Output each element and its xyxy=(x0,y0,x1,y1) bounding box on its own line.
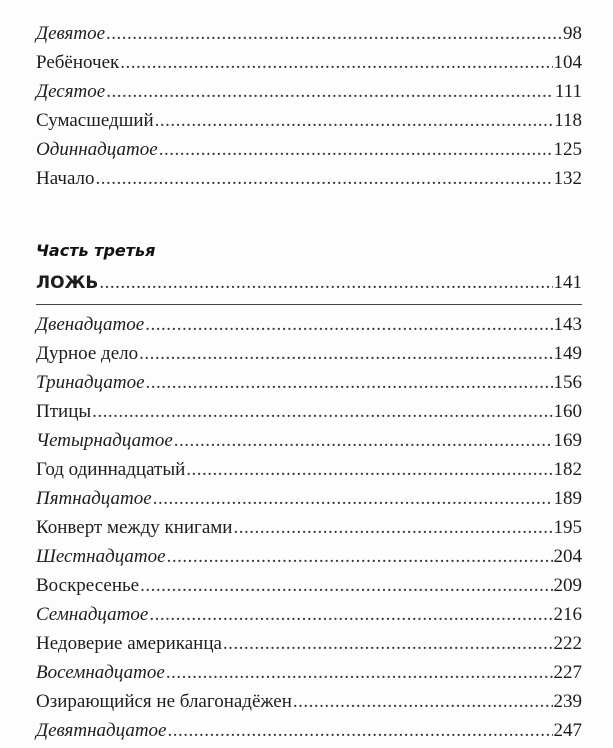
dot-leader xyxy=(106,19,562,48)
toc-entry[interactable] xyxy=(36,455,582,484)
dot-leader xyxy=(145,310,552,339)
toc-entry[interactable] xyxy=(36,716,582,745)
toc-entry-page: 98 xyxy=(563,23,582,44)
toc-entry[interactable] xyxy=(36,629,582,658)
dot-leader xyxy=(99,268,552,297)
toc-entry-page: 222 xyxy=(553,633,582,654)
toc-entry-title: Начало xyxy=(36,168,95,189)
toc-entry-title: Сумасшедший xyxy=(36,110,154,131)
toc-entry[interactable] xyxy=(36,600,582,629)
toc-entry-title: Озирающийся не благонадёжен xyxy=(36,691,292,712)
dot-leader xyxy=(96,164,553,193)
toc-entry-page: 118 xyxy=(554,110,582,131)
toc-entry-title: Девятое xyxy=(36,23,106,44)
toc-entry-title: Семнадцатое xyxy=(36,604,149,625)
toc-entry-title: Дурное дело xyxy=(36,343,139,364)
dot-leader xyxy=(293,687,553,716)
toc-entry-title: Год одиннадцатый xyxy=(36,459,186,480)
toc-entry[interactable] xyxy=(36,19,582,48)
toc-entry-title: Недоверие американца xyxy=(36,633,222,654)
toc-entry-title: Тринадцатое xyxy=(36,372,145,393)
dot-leader xyxy=(186,455,552,484)
dot-leader xyxy=(120,48,552,77)
toc-entry[interactable] xyxy=(36,658,582,687)
toc-entry-page: 104 xyxy=(553,52,582,73)
toc-entry-page: 149 xyxy=(553,343,582,364)
toc-entry-title: Четырнадцатое xyxy=(36,430,173,451)
toc-entry-title: Пятнадцатое xyxy=(36,488,152,509)
toc-entry[interactable] xyxy=(36,513,582,542)
toc-entry-page: 247 xyxy=(553,720,582,741)
part-title: ЛОЖЬ xyxy=(36,273,99,293)
toc-entry[interactable] xyxy=(36,426,582,455)
toc-entry-page: 204 xyxy=(553,546,582,567)
dot-leader xyxy=(149,600,552,629)
toc-entry-title: Птицы xyxy=(36,401,92,422)
dot-leader xyxy=(159,135,553,164)
toc-entry[interactable] xyxy=(36,48,582,77)
toc-entry-title: Десятое xyxy=(36,81,106,102)
toc-entry-title: Шестнадцатое xyxy=(36,546,166,567)
dot-leader xyxy=(167,542,553,571)
toc-entry[interactable] xyxy=(36,368,582,397)
toc-entry-title: Двенадцатое xyxy=(36,314,145,335)
toc-entry-page: 227 xyxy=(553,662,582,683)
toc-entry-page: 132 xyxy=(553,168,582,189)
dot-leader xyxy=(168,716,553,745)
toc-entry-page: 195 xyxy=(553,517,582,538)
toc-entry-page: 239 xyxy=(553,691,582,712)
toc-entry-title: Воскресенье xyxy=(36,575,140,596)
toc-entry[interactable] xyxy=(36,164,582,193)
dot-leader xyxy=(223,629,553,658)
toc-entry-page: 111 xyxy=(554,81,582,102)
toc-entry-page: 216 xyxy=(553,604,582,625)
toc-entry[interactable] xyxy=(36,106,582,135)
toc-entry-page: 169 xyxy=(553,430,582,451)
toc-entry-page: 160 xyxy=(553,401,582,422)
toc-entry-title: Ребёночек xyxy=(36,52,120,73)
toc-entry-page: 182 xyxy=(553,459,582,480)
toc-entry-page: 143 xyxy=(553,314,582,335)
toc-entry[interactable] xyxy=(36,135,582,164)
toc-entry-title: Одиннадцатое xyxy=(36,139,158,160)
toc-entry[interactable] xyxy=(36,310,582,339)
toc-top-block xyxy=(36,19,582,193)
dot-leader xyxy=(92,397,552,426)
dot-leader xyxy=(166,658,553,687)
toc-entry-title: Восемнадцатое xyxy=(36,662,165,683)
part-title-block xyxy=(36,268,582,297)
toc-entry-page: 125 xyxy=(553,139,582,160)
toc-entry[interactable] xyxy=(36,687,582,716)
dot-leader xyxy=(153,484,553,513)
part-label: Часть третья xyxy=(36,241,156,260)
toc-entry[interactable] xyxy=(36,484,582,513)
toc-entry[interactable] xyxy=(36,77,582,106)
part-title-entry[interactable] xyxy=(36,268,582,297)
dot-leader xyxy=(174,426,553,455)
toc-entry[interactable] xyxy=(36,397,582,426)
dot-leader xyxy=(233,513,552,542)
toc-entry-page: 209 xyxy=(553,575,582,596)
toc-part-block xyxy=(36,310,582,745)
section-divider xyxy=(36,304,582,305)
toc-entry[interactable] xyxy=(36,571,582,600)
dot-leader xyxy=(146,368,553,397)
toc-entry-page: 156 xyxy=(553,372,582,393)
toc-entry[interactable] xyxy=(36,339,582,368)
toc-entry-page: 189 xyxy=(553,488,582,509)
dot-leader xyxy=(106,77,554,106)
dot-leader xyxy=(155,106,554,135)
toc-entry-title: Девятнадцатое xyxy=(36,720,167,741)
part-title-page: 141 xyxy=(553,272,582,293)
toc-entry[interactable] xyxy=(36,542,582,571)
dot-leader xyxy=(139,339,552,368)
dot-leader xyxy=(140,571,552,600)
toc-entry-title: Конверт между книгами xyxy=(36,517,233,538)
